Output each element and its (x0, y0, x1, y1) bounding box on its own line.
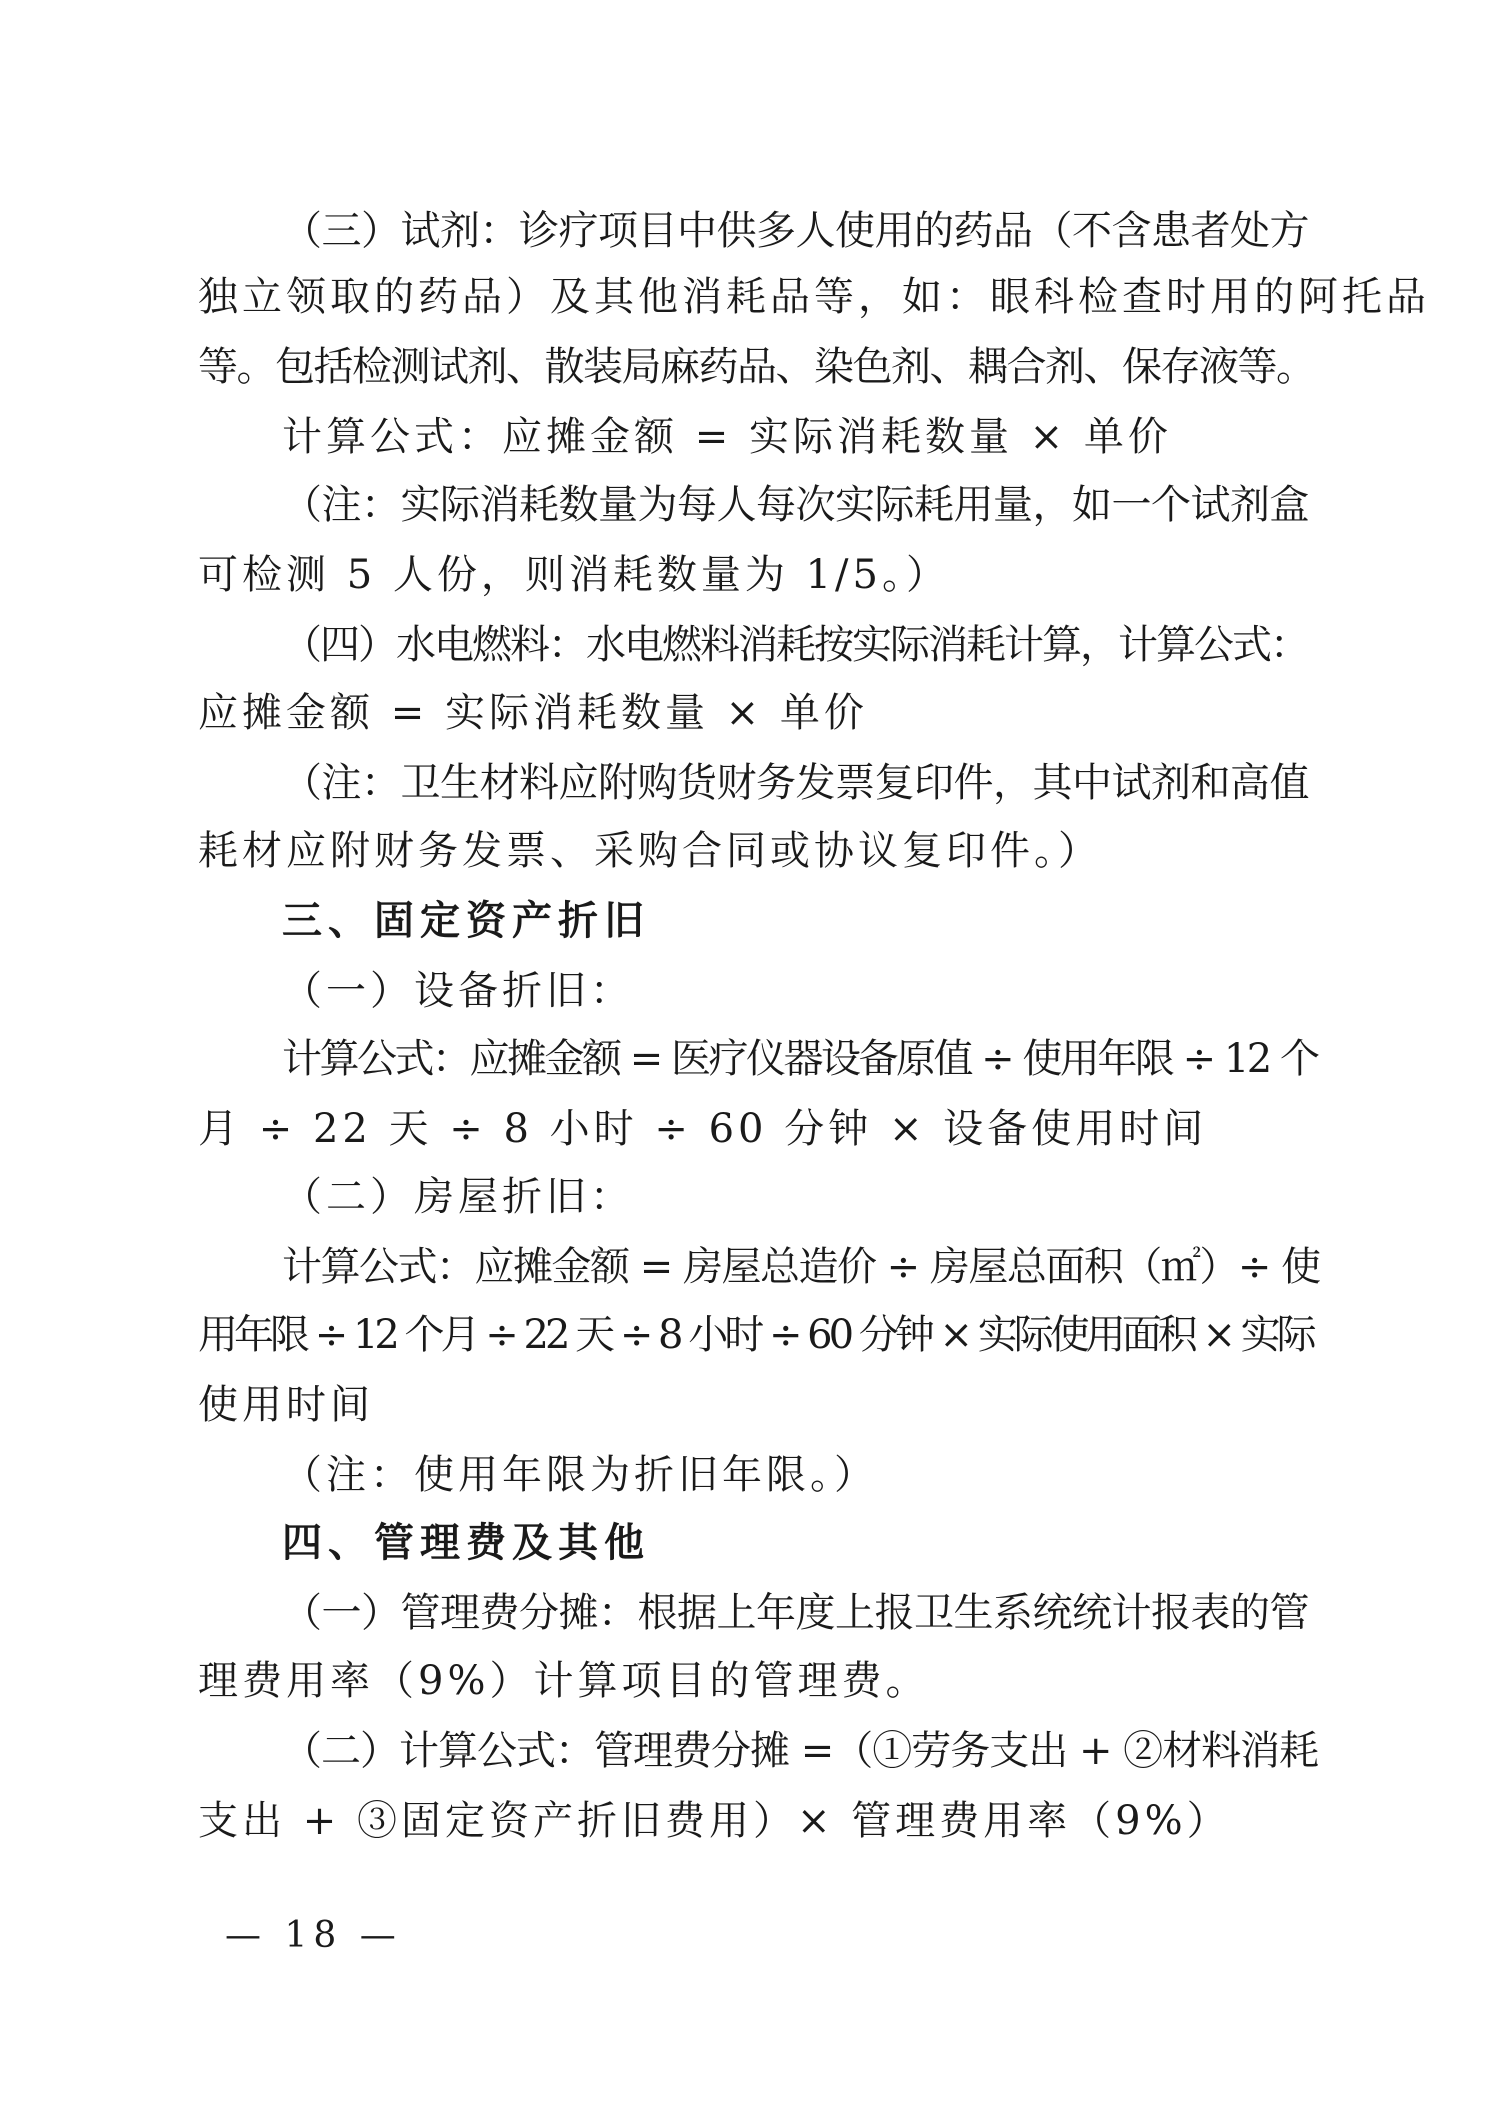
formula-line: 计算公式：应摊金额 = 实际消耗数量 × 单价 (282, 414, 1172, 460)
paragraph-line: （一）管理费分摊：根据上年度上报卫生系统统计报表的管 (282, 1590, 1309, 1636)
section-heading: 三、固定资产折旧 (282, 898, 650, 944)
page-number: — 18 — (225, 1915, 402, 1956)
paragraph-line: 等。包括检测试剂、散装局麻药品、染色剂、耦合剂、保存液等。 (198, 344, 1315, 390)
note-line: （注：使用年限为折旧年限。） (282, 1452, 878, 1498)
paragraph-line: （三）试剂：诊疗项目中供多人使用的药品（不含患者处方 (282, 208, 1309, 254)
formula-line: 用年限 ÷ 12 个月 ÷ 22 天 ÷ 8 小时 ÷ 60 分钟 × 实际使用面积 × 实际 (198, 1312, 1313, 1358)
formula-line: 应摊金额 = 实际消耗数量 × 单价 (198, 690, 868, 736)
note-line: （注：实际消耗数量为每人每次实际耗用量，如一个试剂盒 (282, 482, 1309, 528)
formula-line: （二）计算公式：管理费分摊 =（①劳务支出 + ②材料消耗 (282, 1728, 1319, 1774)
formula-line: 支出 + ③固定资产折旧费用）× 管理费用率（9%） (198, 1798, 1231, 1844)
note-line: 耗材应附财务发票、采购合同或协议复印件。） (198, 828, 1102, 874)
paragraph-line: 理费用率（9%）计算项目的管理费。 (198, 1658, 930, 1704)
section-heading: 四、管理费及其他 (282, 1520, 650, 1566)
formula-line: 使用时间 (198, 1382, 374, 1428)
paragraph-line: 独立领取的药品）及其他消耗品等，如：眼科检查时用的阿托品 (198, 274, 1430, 320)
subsection-heading: （一）设备折旧： (282, 968, 634, 1014)
subsection-heading: （二）房屋折旧： (282, 1174, 634, 1220)
paragraph-line: （四）水电燃料：水电燃料消耗按实际消耗计算，计算公式： (282, 622, 1308, 668)
formula-line: 计算公式：应摊金额 = 医疗仪器设备原值 ÷ 使用年限 ÷ 12 个 (282, 1036, 1318, 1082)
formula-line: 月 ÷ 22 天 ÷ 8 小时 ÷ 60 分钟 × 设备使用时间 (198, 1106, 1208, 1152)
note-line: 可检测 5 人份，则消耗数量为 1/5。） (198, 552, 950, 598)
formula-line: 计算公式：应摊金额 = 房屋总造价 ÷ 房屋总面积（㎡）÷ 使 (282, 1244, 1320, 1290)
note-line: （注：卫生材料应附购货财务发票复印件，其中试剂和高值 (282, 760, 1309, 806)
